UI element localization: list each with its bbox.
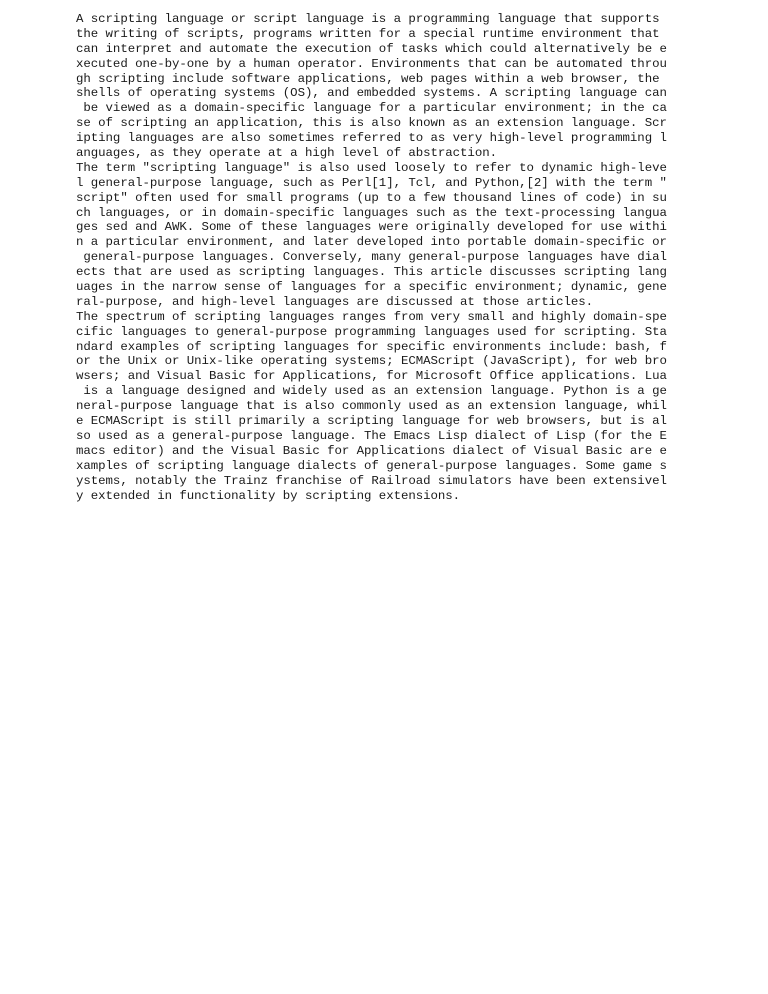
text-line: l general-purpose language, such as Perl[1], Tcl, and Python,[2] with the term " — [76, 175, 667, 190]
text-line: ystems, notably the Trainz franchise of Railroad simulators have been extensivel — [76, 473, 667, 488]
text-line: A scripting language or script language is a programming language that supports — [76, 12, 660, 26]
text-line: ects that are used as scripting languages. This article discusses scripting lang — [76, 265, 667, 280]
text-line: ral-purpose, and high-level languages are discussed at those articles. — [76, 294, 593, 309]
text-line: general-purpose languages. Conversely, many general-purpose languages have dial — [76, 250, 667, 265]
text-line: wsers; and Visual Basic for Applications, for Microsoft Office applications. Lua — [76, 369, 667, 384]
text-line: can interpret and automate the execution of tasks which could alternatively be e — [76, 41, 667, 56]
text-line: script" often used for small programs (up to a few thousand lines of code) in su — [76, 190, 667, 205]
text-line: macs editor) and the Visual Basic for Applications dialect of Visual Basic are e — [76, 443, 667, 458]
text-line: ges sed and AWK. Some of these languages were originally developed for use withi — [76, 220, 667, 235]
text-line: neral-purpose language that is also commonly used as an extension language, whil — [76, 399, 667, 414]
text-line: or the Unix or Unix-like operating systems; ECMAScript (JavaScript), for web bro — [76, 354, 667, 369]
text-line: gh scripting include software applications, web pages within a web browser, the — [76, 71, 660, 86]
text-line: cific languages to general-purpose programming languages used for scripting. Sta — [76, 324, 667, 339]
text-line: xamples of scripting language dialects of general-purpose languages. Some game s — [76, 458, 667, 473]
text-line: ch languages, or in domain-specific languages such as the text-processing langua — [76, 205, 667, 220]
text-line: uages in the narrow sense of languages for a specific environment; dynamic, gene — [76, 280, 667, 295]
text-line: The term "scripting language" is also used loosely to refer to dynamic high-leve — [76, 160, 667, 175]
text-line: ndard examples of scripting languages for specific environments include: bash, f — [76, 339, 667, 354]
document-body — [76, 12, 676, 503]
text-line: so used as a general-purpose language. The Emacs Lisp dialect of Lisp (for the E — [76, 428, 667, 443]
text-line: The spectrum of scripting languages ranges from very small and highly domain-spe — [76, 309, 667, 324]
text-line: se of scripting an application, this is also known as an extension language. Scr — [76, 116, 667, 131]
text-line: be viewed as a domain-specific language for a particular environment; in the ca — [76, 101, 667, 116]
text-line: ipting languages are also sometimes referred to as very high-level programming l — [76, 131, 667, 146]
text-line: is a language designed and widely used as an extension language. Python is a ge — [76, 384, 667, 399]
text-line: anguages, as they operate at a high level of abstraction. — [76, 146, 497, 161]
text-line: n a particular environment, and later developed into portable domain-specific or — [76, 235, 667, 250]
text-line: y extended in functionality by scripting extensions. — [76, 488, 461, 503]
text-line: e ECMAScript is still primarily a scripting language for web browsers, but is al — [76, 414, 667, 429]
text-line: shells of operating systems (OS), and embedded systems. A scripting language can — [76, 86, 667, 101]
text-line: xecuted one-by-one by a human operator. Environments that can be automated throu — [76, 56, 667, 71]
text-line: the writing of scripts, programs written for a special runtime environment that — [76, 26, 660, 41]
